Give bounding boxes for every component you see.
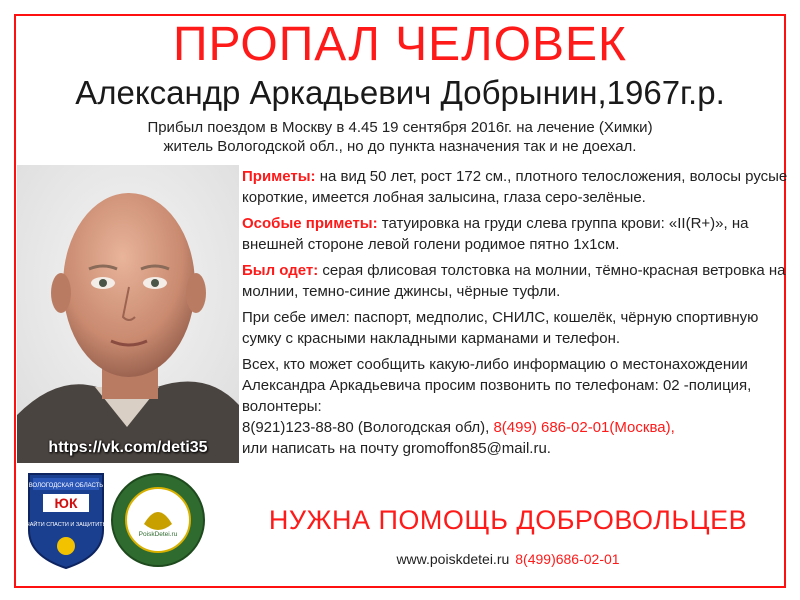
footer-phone: 8(499)686-02-01 — [515, 551, 620, 567]
phone-moscow: 8(499) 686-02-01(Москва), — [493, 419, 675, 436]
portrait-illustration — [17, 165, 239, 463]
footer — [228, 551, 788, 567]
badge-motto-text: НАЙТИ СПАСТИ И ЗАЩИТИТЬ — [25, 522, 107, 528]
description-block — [242, 166, 790, 464]
signs-label: Приметы: — [242, 168, 316, 185]
person-name: Александр Аркадьевич Добрынин,1967г.р. — [75, 74, 725, 111]
clothes-paragraph — [242, 260, 790, 302]
contact-paragraph — [242, 354, 790, 459]
phone-vologda: 8(921)123-88-80 (Вологодская обл), — [242, 419, 494, 436]
clothes-text: серая флисовая толстовка на молнии, тёмно-красная ветровка на молнии, темно-синие джинсы, чёрные туфли. — [242, 262, 786, 300]
special-signs-paragraph — [242, 213, 790, 255]
seal-site-text: PoiskDetei.ru — [138, 531, 178, 538]
intro-line-2: житель Вологодской обл., но до пункта назначения так и не доехал. — [163, 138, 637, 155]
contact-text: Всех, кто может сообщить какую-либо информацию о местонахождении Александра Аркадьевича просим позвонить по телефонам: 02 -полиция, волонтеры: — [242, 356, 752, 415]
volunteer-association-seal — [110, 472, 206, 568]
intro-line-1: Прибыл поездом в Москву в 4.45 19 сентября 2016г. на лечение (Химки) — [147, 119, 653, 136]
badge-region-text: ВОЛОГОДСКАЯ ОБЛАСТЬ — [28, 483, 104, 489]
footer-site: www.poiskdetei.ru — [396, 551, 510, 567]
email-line: или написать на почту gromoffon85@mail.ru. — [242, 440, 551, 457]
vologda-rescue-badge — [25, 470, 107, 570]
shield-icon — [25, 470, 107, 570]
badge-abbr-text: ЮК — [54, 495, 78, 511]
special-signs-label: Особые приметы: — [242, 215, 378, 232]
intro-text — [0, 118, 800, 156]
person-photo — [17, 165, 239, 463]
photo-watermark: https://vk.com/deti35 — [48, 439, 208, 456]
seal-icon — [110, 472, 206, 568]
volunteers-call: НУЖНА ПОМОЩЬ ДОБРОВОЛЬЦЕВ — [268, 505, 748, 535]
headline: ПРОПАЛ ЧЕЛОВЕК — [172, 18, 628, 71]
special-signs-text: татуировка на груди слева группа крови: «II(R+)», на внешней стороне левой голени родимое пятно 1х1см. — [242, 215, 749, 253]
clothes-label: Был одет: — [242, 262, 319, 279]
signs-text: на вид 50 лет, рост 172 см., плотного телосложения, волосы русые короткие, имеется лобная залысина, глаза серо-зелёные. — [242, 168, 788, 206]
belongings-paragraph: При себе имел: паспорт, медполис, СНИЛС, кошелёк, чёрную спортивную сумку с красными накладными карманами и телефон. — [242, 309, 759, 347]
signs-paragraph — [242, 166, 790, 208]
